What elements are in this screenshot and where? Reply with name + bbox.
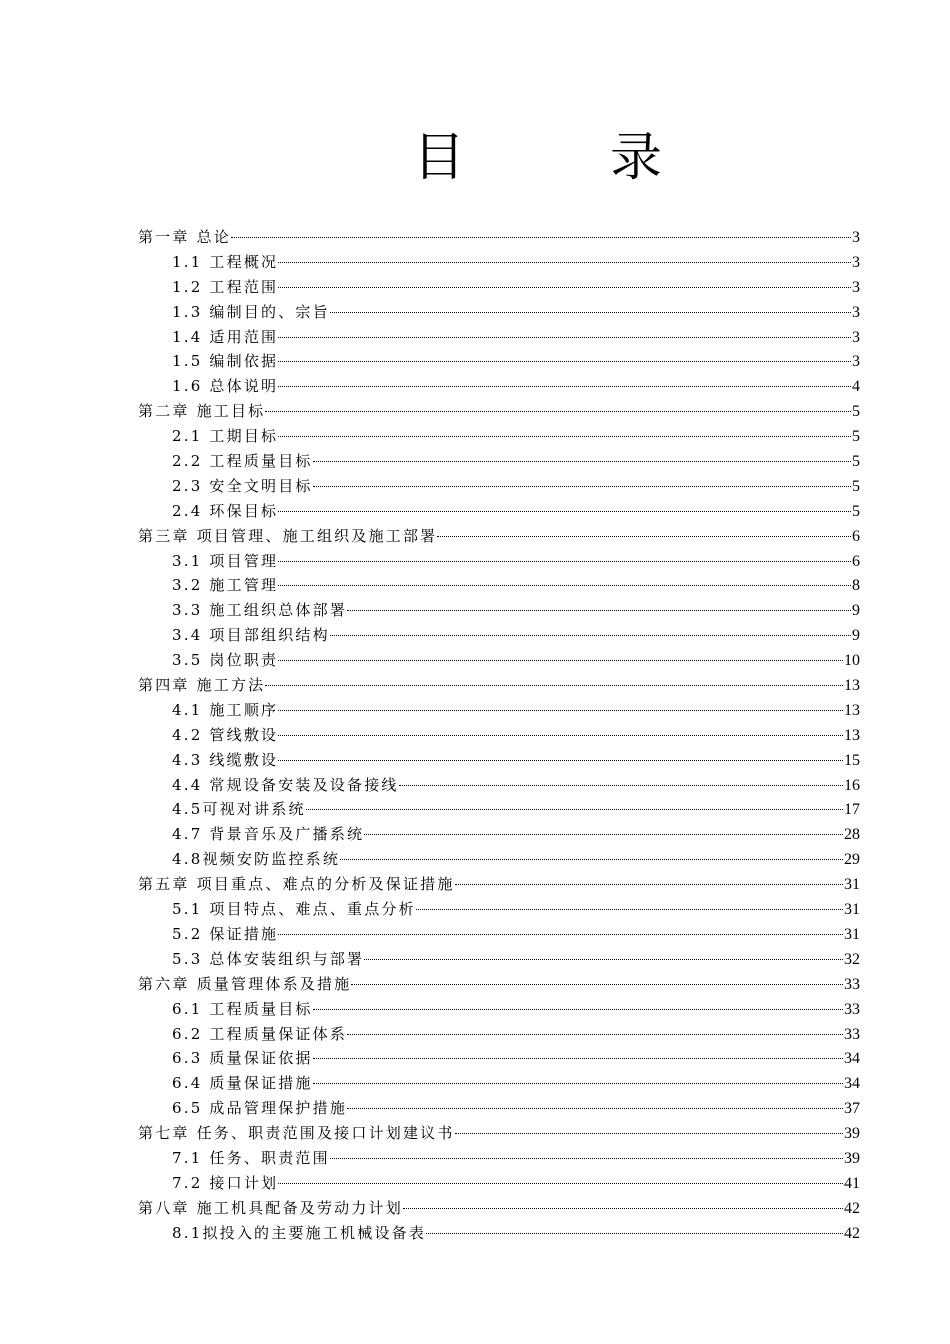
toc-dot-leader xyxy=(278,660,843,661)
toc-entry-page-number: 8 xyxy=(852,577,860,595)
toc-entry-label: 6.1 工程质量目标 xyxy=(172,999,313,1018)
toc-entry-label: 3.2 施工管理 xyxy=(172,576,279,595)
toc-entry-page-number: 32 xyxy=(844,950,860,968)
toc-chapter-entry[interactable] xyxy=(138,872,860,897)
toc-entry-label: 第一章 总论 xyxy=(138,228,231,246)
toc-entry-label: 1.5 编制依据 xyxy=(172,352,279,371)
toc-entry-page-number: 17 xyxy=(844,801,860,819)
toc-entry-page-number: 31 xyxy=(844,925,860,943)
toc-dot-leader xyxy=(340,859,843,860)
toc-section-entry[interactable] xyxy=(138,623,860,648)
toc-entry-page-number: 5 xyxy=(852,428,860,446)
toc-section-entry[interactable] xyxy=(138,698,860,723)
toc-entry-page-number: 3 xyxy=(852,328,860,346)
toc-entry-label: 7.1 任务、职责范围 xyxy=(172,1148,330,1167)
toc-entry-label: 1.6 总体说明 xyxy=(172,377,279,396)
toc-entry-label: 4.5可视对讲系统 xyxy=(172,800,306,819)
toc-entry-label: 4.8视频安防监控系统 xyxy=(172,850,341,869)
toc-dot-leader xyxy=(278,287,851,288)
toc-dot-leader xyxy=(364,959,843,960)
toc-entry-page-number: 5 xyxy=(852,403,860,421)
toc-section-entry[interactable] xyxy=(138,922,860,947)
toc-entry-label: 第八章 施工机具配备及劳动力计划 xyxy=(138,1198,403,1217)
toc-entry-page-number: 29 xyxy=(844,851,860,869)
toc-entry-page-number: 4 xyxy=(852,378,860,396)
toc-entry-page-number: 5 xyxy=(852,477,860,495)
toc-chapter-entry[interactable] xyxy=(138,1196,860,1221)
toc-dot-leader xyxy=(278,735,843,736)
toc-section-entry[interactable] xyxy=(138,1071,860,1096)
toc-section-entry[interactable] xyxy=(138,1171,860,1196)
toc-dot-leader xyxy=(313,1009,843,1010)
toc-entry-page-number: 9 xyxy=(852,602,860,620)
toc-entry-page-number: 33 xyxy=(844,1025,860,1043)
toc-section-entry[interactable] xyxy=(138,947,860,972)
toc-dot-leader xyxy=(278,710,843,711)
toc-chapter-entry[interactable] xyxy=(138,225,860,250)
toc-dot-leader xyxy=(399,785,843,786)
toc-dot-leader xyxy=(265,685,843,686)
toc-entry-label: 3.3 施工组织总体部署 xyxy=(172,601,348,620)
toc-dot-leader xyxy=(313,1083,843,1084)
toc-section-entry[interactable] xyxy=(138,275,860,300)
toc-entry-label: 1.2 工程范围 xyxy=(172,277,279,296)
toc-entry-label: 2.1 工期目标 xyxy=(172,427,279,446)
toc-entry-label: 3.4 项目部组织结构 xyxy=(172,626,330,645)
toc-entry-page-number: 3 xyxy=(852,353,860,371)
toc-section-entry[interactable] xyxy=(138,424,860,449)
toc-dot-leader xyxy=(330,635,851,636)
toc-entry-label: 6.5 成品管理保护措施 xyxy=(172,1099,348,1118)
toc-entry-page-number: 13 xyxy=(844,726,860,744)
toc-section-entry[interactable] xyxy=(138,748,860,773)
toc-entry-label: 3.5 岗位职责 xyxy=(172,651,279,670)
toc-entry-label: 第六章 质量管理体系及措施 xyxy=(138,974,352,993)
toc-entry-label: 1.1 工程概况 xyxy=(172,252,279,271)
toc-dot-leader xyxy=(278,337,851,338)
toc-entry-page-number: 39 xyxy=(844,1125,860,1143)
table-of-contents xyxy=(138,225,860,1246)
toc-entry-label: 5.3 总体安装组织与部署 xyxy=(172,949,365,968)
toc-chapter-entry[interactable] xyxy=(138,673,860,698)
toc-entry-page-number: 13 xyxy=(844,677,860,695)
toc-entry-label: 4.3 线缆敷设 xyxy=(172,750,279,769)
toc-section-entry[interactable] xyxy=(138,773,860,798)
toc-dot-leader xyxy=(278,361,851,362)
toc-dot-leader xyxy=(313,1058,843,1059)
toc-entry-page-number: 16 xyxy=(844,776,860,794)
toc-section-entry[interactable] xyxy=(138,723,860,748)
toc-entry-label: 第五章 项目重点、难点的分析及保证措施 xyxy=(138,875,455,894)
toc-dot-leader xyxy=(278,262,851,263)
toc-chapter-entry[interactable] xyxy=(138,1121,860,1146)
toc-dot-leader xyxy=(351,984,843,985)
toc-section-entry[interactable] xyxy=(138,822,860,847)
toc-section-entry[interactable] xyxy=(138,1096,860,1121)
toc-entry-page-number: 37 xyxy=(844,1100,860,1118)
toc-section-entry[interactable] xyxy=(138,1046,860,1071)
toc-entry-page-number: 5 xyxy=(852,453,860,471)
toc-entry-label: 5.2 保证措施 xyxy=(172,924,279,943)
toc-dot-leader xyxy=(330,1158,843,1159)
toc-entry-label: 6.4 质量保证措施 xyxy=(172,1074,313,1093)
toc-section-entry[interactable] xyxy=(138,300,860,325)
toc-entry-page-number: 3 xyxy=(852,253,860,271)
toc-entry-label: 1.4 适用范围 xyxy=(172,327,279,346)
toc-dot-leader xyxy=(426,1233,843,1234)
toc-entry-label: 7.2 接口计划 xyxy=(172,1173,279,1192)
toc-dot-leader xyxy=(278,436,851,437)
toc-entry-label: 2.2 工程质量目标 xyxy=(172,452,313,471)
toc-dot-leader xyxy=(278,1183,843,1184)
toc-dot-leader xyxy=(313,461,851,462)
toc-dot-leader xyxy=(347,1108,843,1109)
page-title-char-1: 目 xyxy=(413,128,466,188)
toc-entry-page-number: 42 xyxy=(844,1224,860,1242)
toc-entry-label: 第三章 项目管理、施工组织及施工部署 xyxy=(138,526,438,545)
toc-entry-page-number: 33 xyxy=(844,975,860,993)
toc-section-entry[interactable] xyxy=(138,997,860,1022)
toc-section-entry[interactable] xyxy=(138,325,860,350)
toc-dot-leader xyxy=(416,909,843,910)
toc-section-entry[interactable] xyxy=(138,250,860,275)
toc-entry-page-number: 42 xyxy=(844,1199,860,1217)
toc-entry-label: 4.7 背景音乐及广播系统 xyxy=(172,825,365,844)
toc-entry-page-number: 34 xyxy=(844,1075,860,1093)
toc-chapter-entry[interactable] xyxy=(138,399,860,424)
toc-entry-label: 4.1 施工顺序 xyxy=(172,700,279,719)
toc-entry-page-number: 31 xyxy=(844,876,860,894)
toc-dot-leader xyxy=(278,585,851,586)
toc-section-entry[interactable] xyxy=(138,1221,860,1246)
toc-dot-leader xyxy=(313,486,851,487)
toc-entry-label: 3.1 项目管理 xyxy=(172,551,279,570)
toc-dot-leader xyxy=(330,312,851,313)
page-title xyxy=(0,122,950,194)
toc-entry-label: 第七章 任务、职责范围及接口计划建议书 xyxy=(138,1124,455,1143)
toc-section-entry[interactable] xyxy=(138,847,860,872)
toc-entry-page-number: 5 xyxy=(852,502,860,520)
toc-section-entry[interactable] xyxy=(138,1146,860,1171)
toc-dot-leader xyxy=(278,760,843,761)
toc-entry-page-number: 3 xyxy=(852,229,860,246)
toc-dot-leader xyxy=(265,411,851,412)
toc-entry-label: 4.4 常规设备安装及设备接线 xyxy=(172,775,399,794)
toc-entry-page-number: 3 xyxy=(852,303,860,321)
toc-dot-leader xyxy=(347,1034,843,1035)
toc-entry-label: 第二章 施工目标 xyxy=(138,402,266,421)
toc-section-entry[interactable] xyxy=(138,797,860,822)
toc-entry-page-number: 6 xyxy=(852,527,860,545)
toc-chapter-entry[interactable] xyxy=(138,524,860,549)
toc-chapter-entry[interactable] xyxy=(138,972,860,997)
toc-entry-page-number: 34 xyxy=(844,1050,860,1068)
toc-dot-leader xyxy=(278,511,851,512)
page-title-char-2: 录 xyxy=(610,128,663,188)
toc-section-entry[interactable] xyxy=(138,549,860,574)
toc-entry-label: 6.3 质量保证依据 xyxy=(172,1049,313,1068)
toc-entry-page-number: 33 xyxy=(844,1000,860,1018)
toc-section-entry[interactable] xyxy=(138,648,860,673)
toc-entry-page-number: 31 xyxy=(844,901,860,919)
toc-section-entry[interactable] xyxy=(138,499,860,524)
toc-entry-page-number: 41 xyxy=(844,1174,860,1192)
toc-entry-page-number: 15 xyxy=(844,751,860,769)
toc-dot-leader xyxy=(403,1208,843,1209)
toc-dot-leader xyxy=(278,386,851,387)
toc-dot-leader xyxy=(455,884,843,885)
toc-entry-label: 2.4 环保目标 xyxy=(172,501,279,520)
toc-section-entry[interactable] xyxy=(138,474,860,499)
toc-entry-label: 1.3 编制目的、宗旨 xyxy=(172,302,330,321)
toc-dot-leader xyxy=(347,610,851,611)
toc-section-entry[interactable] xyxy=(138,598,860,623)
toc-section-entry[interactable] xyxy=(138,449,860,474)
toc-entry-label: 5.1 项目特点、难点、重点分析 xyxy=(172,900,416,919)
toc-dot-leader xyxy=(231,237,851,238)
toc-section-entry[interactable] xyxy=(138,573,860,598)
toc-dot-leader xyxy=(455,1133,843,1134)
toc-entry-label: 2.3 安全文明目标 xyxy=(172,476,313,495)
toc-entry-page-number: 13 xyxy=(844,701,860,719)
toc-dot-leader xyxy=(306,809,843,810)
toc-entry-page-number: 28 xyxy=(844,826,860,844)
toc-section-entry[interactable] xyxy=(138,374,860,399)
toc-dot-leader xyxy=(278,934,843,935)
toc-dot-leader xyxy=(278,561,851,562)
toc-section-entry[interactable] xyxy=(138,1022,860,1047)
toc-section-entry[interactable] xyxy=(138,349,860,374)
toc-entry-label: 第四章 施工方法 xyxy=(138,676,266,695)
toc-entry-label: 4.2 管线敷设 xyxy=(172,725,279,744)
toc-dot-leader xyxy=(437,536,851,537)
toc-entry-page-number: 10 xyxy=(844,652,860,670)
toc-entry-page-number: 39 xyxy=(844,1149,860,1167)
toc-entry-page-number: 3 xyxy=(852,278,860,296)
toc-entry-page-number: 9 xyxy=(852,627,860,645)
toc-dot-leader xyxy=(364,834,843,835)
toc-section-entry[interactable] xyxy=(138,897,860,922)
toc-entry-label: 8.1拟投入的主要施工机械设备表 xyxy=(172,1223,427,1242)
toc-entry-page-number: 6 xyxy=(852,552,860,570)
toc-entry-label: 6.2 工程质量保证体系 xyxy=(172,1024,348,1043)
